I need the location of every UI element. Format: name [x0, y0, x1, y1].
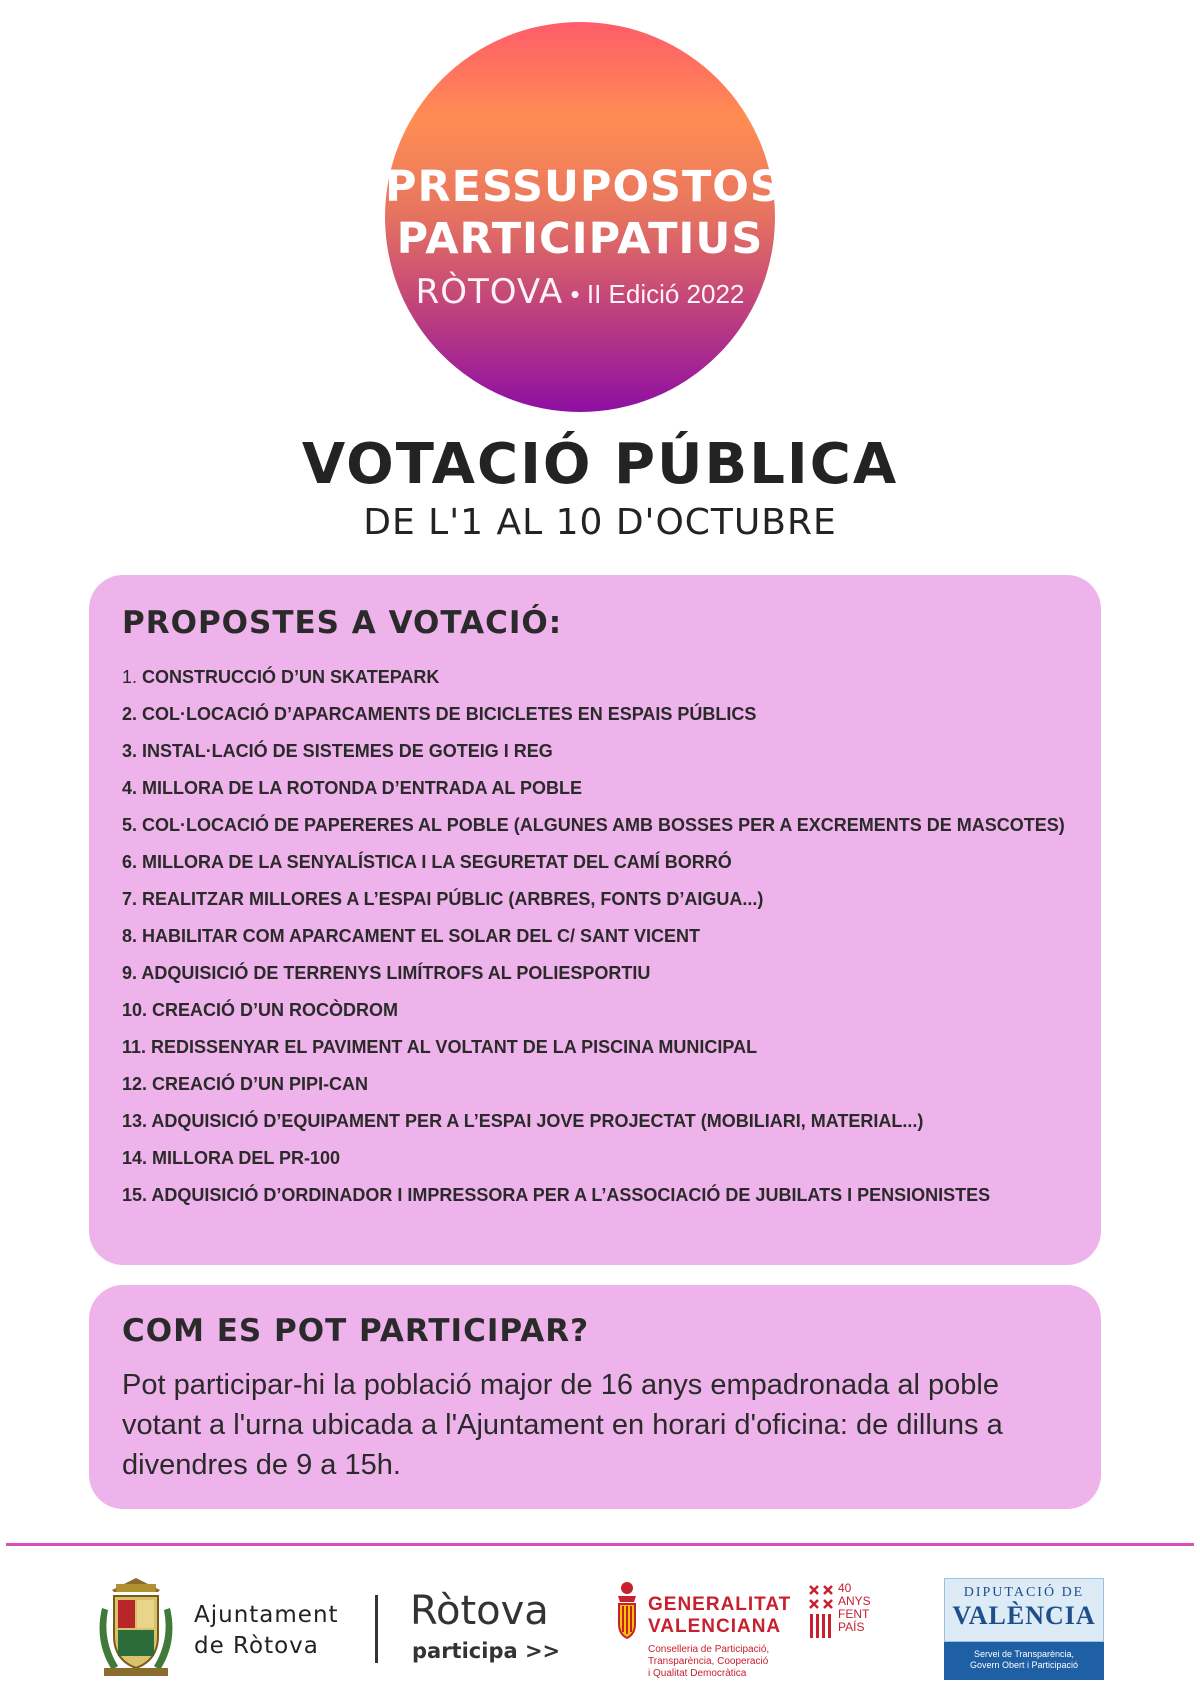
dipu-sub-1: Servei de Transparència, — [973, 1649, 1075, 1659]
gv-dept-2: Transparència, Cooperació — [648, 1656, 769, 1667]
diputacio-logo — [944, 1578, 1104, 1678]
item-number: 2. — [122, 704, 138, 724]
logo-edition — [385, 272, 775, 312]
ajuntament-line-1: Ajuntament — [194, 1602, 339, 1628]
list-item — [122, 1029, 1082, 1066]
generalitat-department — [648, 1644, 769, 1680]
logo-line-1: PRESSUPOSTOS — [385, 162, 782, 212]
ajuntament-crest-icon — [98, 1570, 174, 1680]
item-number: 11. — [122, 1037, 147, 1057]
item-number: 7. — [122, 889, 138, 909]
item-number: 10. — [122, 1000, 148, 1020]
howto-heading: COM ES POT PARTICIPAR? — [122, 1313, 590, 1349]
howto-panel — [89, 1285, 1101, 1509]
item-text: MILLORA DEL PR-100 — [152, 1148, 341, 1168]
item-number: 6. — [122, 852, 138, 872]
item-text: ADQUISICIÓ D’ORDINADOR I IMPRESSORA PER A L’ASSOCIACIÓ DE JUBILATS I PENSIONISTES — [151, 1185, 991, 1205]
list-item — [122, 696, 1082, 733]
item-number: 15. — [122, 1185, 148, 1205]
logo-edition-text: • II Edició 2022 — [570, 279, 745, 309]
item-text: CONSTRUCCIÓ D’UN SKATEPARK — [142, 667, 440, 687]
item-number: 4. — [122, 778, 138, 798]
anys-4: PAÍS — [838, 1620, 865, 1634]
logo-town: RÒTOVA — [415, 272, 564, 312]
list-item — [122, 881, 1082, 918]
gv-line-2: VALENCIANA — [648, 1616, 782, 1637]
anys-3: FENT — [838, 1607, 870, 1621]
anys-crosses-icon — [808, 1582, 836, 1642]
rotova-participa-sub: participa >> — [412, 1639, 561, 1663]
item-number: 14. — [122, 1148, 148, 1168]
proposals-heading: PROPOSTES A VOTACIÓ: — [122, 605, 563, 641]
list-item — [122, 1066, 1082, 1103]
item-text: MILLORA DE LA ROTONDA D’ENTRADA AL POBLE — [142, 778, 583, 798]
list-item — [122, 1177, 1082, 1214]
list-item — [122, 659, 1082, 696]
ajuntament-name — [194, 1600, 339, 1662]
item-number: 13. — [122, 1111, 148, 1131]
item-number: 8. — [122, 926, 138, 946]
list-item — [122, 844, 1082, 881]
item-text: ADQUISICIÓ DE TERRENYS LIMÍTROFS AL POLIESPORTIU — [141, 963, 651, 983]
list-item — [122, 992, 1082, 1029]
anys-text — [838, 1582, 871, 1634]
gv-dept-3: i Qualitat Democràtica — [648, 1668, 747, 1679]
pressupostos-logo — [385, 22, 782, 412]
list-item — [122, 733, 1082, 770]
generalitat-emblem-icon — [612, 1580, 642, 1642]
proposals-panel — [89, 575, 1101, 1265]
item-number: 9. — [122, 963, 138, 983]
footer-logos — [0, 1560, 1200, 1697]
diputacio-line-1: DIPUTACIÓ DE — [963, 1585, 1085, 1600]
item-text: COL·LOCACIÓ D’APARCAMENTS DE BICICLETES EN ESPAIS PÚBLICS — [142, 704, 757, 724]
ajuntament-line-2: de Ròtova — [194, 1633, 319, 1659]
item-text: CREACIÓ D’UN PIPI-CAN — [152, 1074, 369, 1094]
list-item — [122, 807, 1082, 844]
howto-text: Pot participar-hi la població major de 16 anys empadronada al poble votant a l'urna ubicada a l'Ajuntament en horari d'oficina: de dilluns a divendres de 9 a 15h. — [122, 1369, 1003, 1481]
rotova-participa-logo: Ròtova — [410, 1588, 549, 1634]
list-item — [122, 1103, 1082, 1140]
item-text: ADQUISICIÓ D’EQUIPAMENT PER A L’ESPAI JOVE PROJECTAT (MOBILIARI, MATERIAL...) — [151, 1111, 924, 1131]
list-item — [122, 918, 1082, 955]
item-text: REDISSENYAR EL PAVIMENT AL VOLTANT DE LA PISCINA MUNICIPAL — [151, 1037, 758, 1057]
item-number: 3. — [122, 741, 138, 761]
gv-dept-1: Conselleria de Participació, — [648, 1644, 770, 1655]
item-text: MILLORA DE LA SENYALÍSTICA I LA SEGURETAT DEL CAMÍ BORRÓ — [142, 852, 732, 872]
footer-divider — [6, 1543, 1194, 1546]
item-text: INSTAL·LACIÓ DE SISTEMES DE GOTEIG I REG — [142, 741, 553, 761]
item-text: REALITZAR MILLORES A L’ESPAI PÚBLIC (ARBRES, FONTS D’AIGUA...) — [142, 889, 764, 909]
generalitat-name — [648, 1594, 791, 1638]
item-text: CREACIÓ D’UN ROCÒDROM — [152, 1000, 399, 1020]
item-number: 1. — [122, 667, 138, 687]
diputacio-service — [944, 1642, 1104, 1680]
list-item — [122, 955, 1082, 992]
diputacio-line-2: VALÈNCIA — [952, 1601, 1096, 1630]
diputacio-name — [944, 1578, 1104, 1642]
item-text: HABILITAR COM APARCAMENT EL SOLAR DEL C/ SANT VICENT — [142, 926, 701, 946]
anys-1: 40 — [838, 1581, 852, 1595]
anys-2: ANYS — [838, 1594, 871, 1608]
item-number: 12. — [122, 1074, 148, 1094]
dipu-sub-2: Govern Obert i Participació — [969, 1660, 1079, 1670]
proposals-list — [122, 659, 1082, 1214]
item-number: 5. — [122, 815, 138, 835]
vote-dates: DE L'1 AL 10 D'OCTUBRE — [363, 502, 837, 543]
page-title: VOTACIÓ PÚBLICA — [301, 432, 899, 497]
logo-line-2: PARTICIPATIUS — [396, 214, 764, 264]
list-item — [122, 1140, 1082, 1177]
item-text: COL·LOCACIÓ DE PAPERERES AL POBLE (ALGUNES AMB BOSSES PER A EXCREMENTS DE MASCOTES) — [142, 815, 1065, 835]
list-item — [122, 770, 1082, 807]
footer-separator — [375, 1595, 378, 1663]
gv-line-1: GENERALITAT — [648, 1594, 792, 1615]
